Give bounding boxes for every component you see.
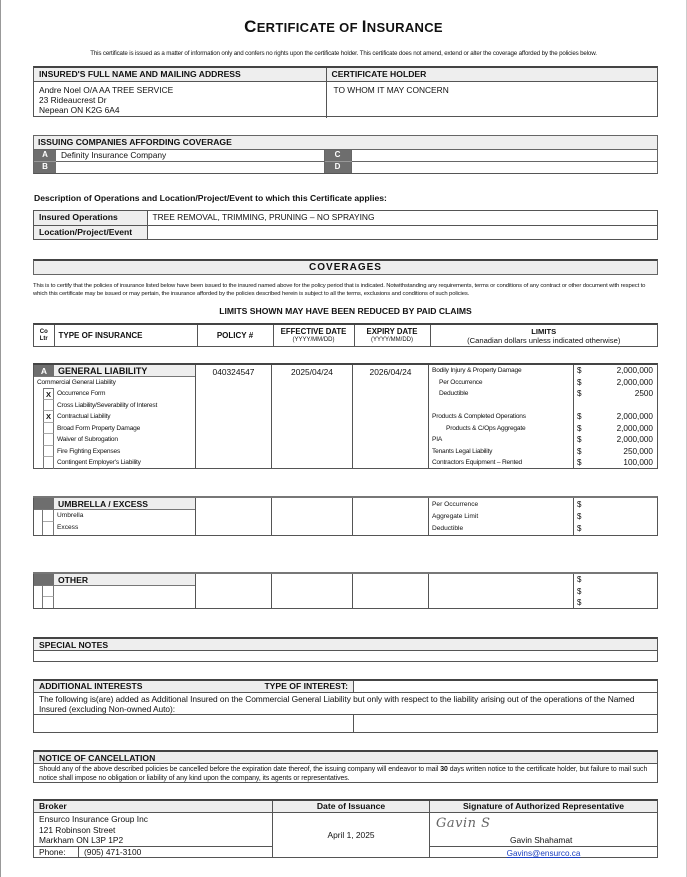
gl-limit-values	[574, 365, 657, 469]
umbrella-title: UMBRELLA / EXCESS	[54, 498, 195, 509]
gl-option-label: Cross Liability/Severability of Interest	[57, 401, 158, 409]
broker-details	[34, 813, 273, 857]
holder-value: TO WHOM IT MAY CONCERN	[333, 84, 449, 95]
issuer-letter-c: C	[324, 149, 351, 161]
insured-name: Andre Noel O/A AA TREE SERVICE	[39, 84, 174, 95]
issuer-letter-b: B	[34, 161, 56, 173]
other-policy	[196, 574, 272, 609]
additional-insured-name	[34, 715, 354, 732]
gl-option-checkbox[interactable]: X	[43, 388, 54, 400]
umbrella-limit-labels: Per Occurrence Aggregate Limit Deductible	[429, 498, 574, 536]
gl-limit-label: PIA	[432, 436, 443, 443]
coverages-header: COVERAGES	[33, 259, 658, 275]
issuer-name-d	[351, 161, 657, 173]
other-type-column	[33, 574, 196, 609]
gl-option-row	[34, 388, 195, 400]
umbrella-type-column	[33, 498, 196, 536]
cancellation-header: NOTICE OF CANCELLATION	[34, 752, 657, 764]
gl-option-row	[34, 434, 195, 446]
broker-address	[34, 813, 272, 847]
umbrella-limit-values: $ $ $	[577, 500, 582, 533]
umbrella-expiry	[353, 498, 429, 536]
gl-limit-value: $ 2500	[577, 389, 653, 398]
excess-checkbox[interactable]	[43, 522, 54, 535]
issuer-name-a: Definity Insurance Company	[56, 149, 324, 161]
gl-limit-label: Deductible	[439, 390, 469, 397]
umbrella-option: Umbrella	[57, 512, 84, 519]
issuers-header: ISSUING COMPANIES AFFORDING COVERAGE	[34, 136, 657, 149]
gl-limit-label: Per Occurrence	[439, 378, 483, 386]
gl-subtitle: Commercial General Liability	[37, 379, 116, 386]
gl-limit-label: Tenants Legal Liability	[432, 447, 493, 455]
insured-header: INSURED'S FULL NAME AND MAILING ADDRESS	[34, 68, 326, 81]
cancellation-section	[33, 750, 658, 783]
gl-expiry-date: 2026/04/24	[353, 365, 429, 469]
other-title: OTHER	[54, 574, 195, 585]
col-co-ltr: Co Ltr	[34, 325, 54, 346]
col-expiry: EXPIRY DATE (YYYY/MM/DD)	[354, 325, 430, 346]
gl-limit-value: $ 2,000,000	[577, 412, 653, 421]
gl-option-label: Waiver of Subrogation	[57, 436, 118, 443]
location-value	[147, 225, 657, 239]
umbrella-checkbox[interactable]	[43, 510, 54, 522]
insured-operations-value: TREE REMOVAL, TRIMMING, PRUNING – NO SPRAYING	[147, 211, 657, 225]
col-policy: POLICY #	[197, 325, 273, 346]
signature-header: Signature of Authorized Representative	[462, 801, 625, 811]
umbrella-letter	[34, 498, 54, 509]
other-limit-values: $ $ $	[577, 575, 582, 607]
gl-limit-value: $ 2,000,000	[577, 423, 653, 433]
gl-limit-value: $ 2,000,000	[577, 377, 653, 387]
gl-letter: A	[34, 365, 54, 376]
additional-interests-text: The following is(are) added as Additional Insured on the Commercial General Liability but only with respect to the liability arising out of the operations of the Named Insured (excluding Non-owned Auto):	[34, 693, 657, 715]
issuer-letter-d: D	[324, 161, 351, 173]
gl-limit-value	[574, 400, 657, 412]
cancellation-text: Should any of the above described policies be cancelled before the expiration date thereof, the issuing company will endeavor to mail 30 days written notice to the certificate holder, but failure to mail such notice shall impose no obligation or liability of any kind upon the company, its agents or representatives.	[39, 766, 648, 782]
gl-option-label: Contingent Employer's Liability	[57, 459, 141, 466]
broker-header: Broker	[34, 801, 273, 812]
additional-insured-address	[354, 715, 657, 732]
gl-options-list	[34, 388, 195, 469]
gl-limit-labels	[429, 365, 574, 469]
broker-phone: (905) 471-3100	[84, 847, 142, 857]
gl-option-row	[34, 411, 195, 423]
description-heading: Description of Operations and Location/Project/Event to which this Certificate applies:	[34, 193, 387, 203]
handwritten-signature: Gavin S	[436, 816, 491, 831]
gl-limit-label: Contractors Equipment – Rented	[432, 459, 523, 466]
insured-street: 23 Rideaucrest Dr	[39, 94, 107, 105]
special-notes-header: SPECIAL NOTES	[34, 639, 657, 651]
gl-option-checkbox[interactable]	[43, 446, 54, 458]
gl-title: GENERAL LIABILITY	[58, 366, 148, 376]
issuer-name-c	[351, 149, 657, 161]
holder-header: CERTIFICATE HOLDER	[326, 68, 657, 81]
issuance-header: Date of Issuance	[273, 801, 430, 812]
gl-limit-value: $ 2,000,000	[577, 366, 653, 375]
issuing-companies-section	[33, 135, 658, 174]
issuance-date: April 1, 2025	[273, 813, 430, 857]
broker-street: 121 Robinson Street	[39, 824, 116, 835]
umbrella-policy	[196, 498, 272, 536]
other-effective	[272, 574, 353, 609]
gl-option-checkbox[interactable]	[43, 423, 54, 435]
col-limits: LIMITS (Canadian dollars unless indicated otherwise)	[467, 326, 621, 345]
issuer-name-b	[56, 161, 324, 173]
additional-interests-header: ADDITIONAL INTERESTS	[39, 681, 143, 691]
disclaimer-text: This certificate is issued as a matter of information only and confers no rights upon the certificate holder. This certificate does not amend, extend or alter the coverage afforded by the policies below.	[90, 50, 597, 57]
gl-limit-value: $ 250,000	[577, 446, 653, 456]
col-type: TYPE OF INSURANCE	[54, 325, 197, 346]
gl-option-label: Occurrence Form	[57, 390, 106, 397]
special-notes-section	[33, 637, 658, 662]
gl-limit-value: $ 2,000,000	[577, 435, 653, 444]
gl-option-row	[34, 400, 195, 412]
umbrella-effective	[272, 498, 353, 536]
gl-option-checkbox[interactable]	[43, 434, 54, 446]
certify-text: This is to certify that the policies of insurance listed below have been issued to the insured named above for the policy period that is indicated. Notwithstanding any requirements, terms or conditions of any contract or other document with respect to which this certificate may be issued or may pertain, the insurance afforded by the policies described herein is subject to all the terms, exclusions and conditions of such policies.	[33, 283, 646, 297]
gl-option-row	[34, 457, 195, 469]
gl-option-label: Contractual Liability	[57, 413, 111, 420]
other-limit-labels	[429, 574, 574, 609]
gl-limit-label: Products & C/Ops Aggregate	[446, 424, 526, 432]
gl-limit-label: Products & Completed Operations	[432, 413, 526, 420]
cancellation-days: 30	[440, 766, 448, 773]
gl-option-label: Broad Form Property Damage	[57, 424, 141, 432]
excess-option: Excess	[57, 524, 79, 531]
insured-operations-label: Insured Operations	[34, 211, 147, 225]
umbrella-section	[33, 496, 658, 536]
document-title: CERTIFICATE OF INSURANCE	[244, 17, 443, 36]
issuer-letter-a: A	[34, 149, 56, 161]
type-of-interest-label: TYPE OF INTEREST:	[264, 681, 348, 691]
phone-label: Phone:	[34, 847, 79, 857]
additional-interests-section	[33, 679, 658, 733]
insured-holder-section	[33, 66, 658, 117]
gl-option-checkbox[interactable]	[43, 400, 54, 412]
insured-address	[34, 81, 326, 118]
gl-effective-date: 2025/04/24	[272, 365, 353, 469]
gl-option-row	[34, 423, 195, 435]
signature-block	[430, 813, 657, 857]
gl-type-column	[33, 365, 196, 469]
gl-option-label: Fire Fighting Expenses	[57, 447, 121, 455]
special-notes-value	[34, 651, 657, 653]
other-checkbox-1[interactable]	[43, 586, 54, 597]
type-of-interest-value	[354, 681, 657, 692]
other-letter	[34, 574, 54, 585]
coverage-column-headers	[33, 323, 658, 347]
signatory-name: Gavin Shahamat	[510, 835, 573, 845]
other-section	[33, 572, 658, 609]
limits-notice: LIMITS SHOWN MAY HAVE BEEN REDUCED BY PAID CLAIMS	[219, 306, 472, 316]
gl-limit-value: $ 100,000	[577, 458, 653, 467]
gl-limit-label	[429, 400, 573, 412]
gl-option-checkbox[interactable]	[43, 457, 54, 469]
other-expiry	[353, 574, 429, 609]
description-section	[33, 210, 658, 240]
other-checkbox-2[interactable]	[43, 597, 54, 608]
gl-option-row	[34, 446, 195, 458]
col-effective: EFFECTIVE DATE (YYYY/MM/DD)	[273, 325, 354, 346]
location-label: Location/Project/Event	[34, 225, 147, 239]
broker-city: Markham ON L3P 1P2	[39, 835, 124, 845]
signatory-email-link[interactable]: Gavins@ensurco.ca	[506, 849, 581, 858]
broker-name: Ensurco Insurance Group Inc	[39, 814, 148, 824]
insured-city: Nepean ON K2G 6A4	[39, 104, 120, 115]
general-liability-section	[33, 363, 658, 469]
broker-signature-section	[33, 799, 658, 858]
gl-limit-label: Bodily Injury & Property Damage	[432, 367, 522, 374]
gl-option-checkbox[interactable]: X	[43, 411, 54, 423]
gl-policy-number: 040324547	[196, 365, 272, 469]
